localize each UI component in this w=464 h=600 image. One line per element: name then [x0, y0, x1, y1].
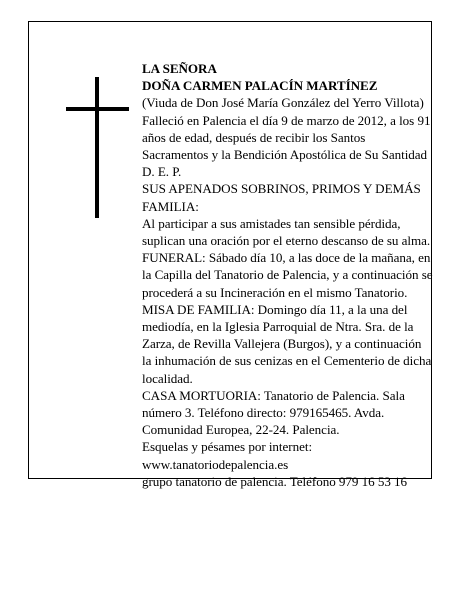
family-mass-line: MISA DE FAMILIA: Domingo día 11, a la una del	[142, 301, 408, 317]
family-mass-line: Zarza, de Revilla Vallejera (Burgos), y a continuación	[142, 336, 422, 352]
family-mass-line: mediodía, en la Iglesia Parroquial de Ntra. Sra. de la	[142, 319, 414, 335]
family-line: FAMILIA:	[142, 198, 199, 214]
funeral-line: procederá a su Incineración en el mismo Tanatorio.	[142, 284, 408, 300]
prayer-request-line: suplican una oración por el eterno descanso de su alma.	[142, 233, 431, 249]
family-mass-line: localidad.	[142, 370, 193, 386]
prayer-request-line: Al participar a sus amistades tan sensible pérdida,	[142, 215, 401, 231]
family-mass-line: la inhumación de sus cenizas en el Cementerio de dicha	[142, 353, 432, 369]
death-details-line: Sacramentos y la Bendición Apostólica de Su Santidad	[142, 147, 428, 163]
funeral-home-line: Comunidad Europea, 22-24. Palencia.	[142, 422, 340, 438]
cross-icon-bar	[66, 107, 129, 111]
cross-icon	[95, 77, 99, 218]
obituary-notice	[28, 21, 433, 489]
death-details-line: años de edad, después de recibir los Santos	[142, 129, 366, 145]
funeral-line: la Capilla del Tanatorio de Palencia, y a continuación se	[142, 267, 433, 283]
internet-condolences-line: Esquelas y pésames por internet:	[142, 439, 313, 455]
widow-of-line: (Viuda de Don José María González del Yerro Villota)	[142, 95, 424, 111]
website-link[interactable]: www.tanatoriodepalencia.es	[142, 456, 289, 472]
notice-heading: LA SEÑORA	[142, 61, 217, 76]
funeral-line: FUNERAL: Sábado día 10, a las doce de la mañana, en	[142, 250, 431, 266]
rip-line: D. E. P.	[142, 164, 182, 180]
funeral-home-line: CASA MORTUORIA: Tanatorio de Palencia. Sala	[142, 387, 405, 403]
death-details-line: Falleció en Palencia el día 9 de marzo de 2012, a los 91	[142, 112, 431, 128]
group-phone-line: grupo tanatorio de palencia. Teléfono 979 16 53 16	[142, 473, 408, 489]
funeral-home-line: número 3. Teléfono directo: 979165465. Avda.	[142, 405, 385, 421]
deceased-name: DOÑA CARMEN PALACÍN MARTÍNEZ	[142, 78, 378, 94]
notice-text	[142, 60, 454, 490]
family-line: SUS APENADOS SOBRINOS, PRIMOS Y DEMÁS	[142, 181, 421, 197]
